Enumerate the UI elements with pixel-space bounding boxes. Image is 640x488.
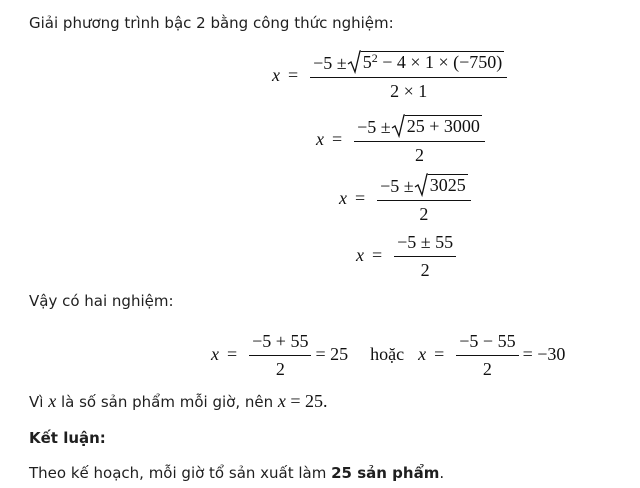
eq4-numerator: −5 ± 55 — [394, 231, 456, 257]
eq1-radicand-sup: 2 — [371, 51, 378, 65]
because-suffix: = 25. — [285, 391, 328, 411]
because-var: x — [48, 391, 57, 411]
root1-value: = 25 — [315, 344, 349, 364]
because-middle: là số sản phẩm mỗi giờ, nên — [56, 393, 278, 411]
equation-3 — [339, 173, 475, 224]
radical-icon — [347, 50, 361, 74]
final-prefix: Theo kế hoạch, mỗi giờ tổ sản xuất làm — [29, 464, 332, 482]
equation-1 — [272, 50, 511, 101]
radical-icon — [414, 173, 428, 197]
eq1-denominator: 2 × 1 — [390, 81, 428, 101]
because-text — [29, 391, 328, 412]
eq3-fraction — [377, 173, 471, 224]
because-prefix: Vì — [29, 393, 49, 411]
final-suffix: . — [439, 464, 445, 482]
conclusion-label: Kết luận: — [29, 429, 106, 447]
eq3-numerator — [377, 173, 471, 201]
eq3-lhs: x — [339, 188, 347, 208]
eq2-fraction — [354, 114, 485, 165]
because-var2: x — [277, 391, 286, 411]
radical-icon — [391, 114, 405, 138]
eq4-lhs: x — [356, 245, 364, 265]
eq2-numerator — [354, 114, 485, 142]
equals-sign: = — [372, 245, 383, 265]
eq4-fraction — [394, 231, 456, 280]
root2-numerator: −5 − 55 — [456, 330, 518, 356]
eq1-fraction — [310, 50, 507, 101]
final-text — [29, 463, 444, 483]
or-word: hoặc — [370, 344, 405, 364]
root1-lhs: x — [211, 344, 219, 364]
root2-fraction — [456, 330, 518, 379]
sqrt-symbol — [347, 50, 505, 74]
eq1-radicand-b: − 4 × 1 × (−750) — [377, 52, 503, 72]
eq3-denominator: 2 — [419, 204, 429, 224]
eq3-num-prefix: −5 ± — [380, 176, 414, 196]
root2-value: = −30 — [522, 344, 566, 364]
equals-sign: = — [332, 129, 343, 149]
eq2-lhs: x — [316, 129, 324, 149]
eq3-radicand: 3025 — [429, 175, 466, 195]
final-bold: 25 sản phẩm — [331, 464, 440, 482]
equals-sign: = — [434, 344, 445, 364]
eq2-denominator: 2 — [415, 145, 424, 165]
eq1-radicand-a: 5 — [362, 52, 372, 72]
root2-denominator: 2 — [482, 359, 492, 379]
equals-sign: = — [288, 65, 299, 85]
root1-fraction — [249, 330, 311, 379]
roots-equation — [211, 330, 565, 379]
equation-4 — [356, 231, 460, 280]
root1-numerator: −5 + 55 — [249, 330, 311, 356]
eq2-radicand: 25 + 3000 — [406, 116, 480, 136]
eq1-numerator — [310, 50, 507, 78]
intro-text: Giải phương trình bậc 2 bằng công thức nghiệm: — [29, 14, 394, 32]
root1-denominator: 2 — [275, 359, 285, 379]
sqrt-symbol — [391, 114, 482, 138]
eq1-lhs: x — [272, 65, 280, 85]
eq4-denominator: 2 — [420, 260, 430, 280]
equals-sign: = — [227, 344, 238, 364]
root2-lhs: x — [418, 344, 427, 364]
equals-sign: = — [355, 188, 366, 208]
equation-2 — [316, 114, 489, 165]
sqrt-symbol — [414, 173, 468, 197]
eq1-num-prefix: −5 ± — [313, 53, 347, 73]
two-roots-text: Vậy có hai nghiệm: — [29, 292, 174, 310]
eq2-num-prefix: −5 ± — [357, 117, 391, 137]
